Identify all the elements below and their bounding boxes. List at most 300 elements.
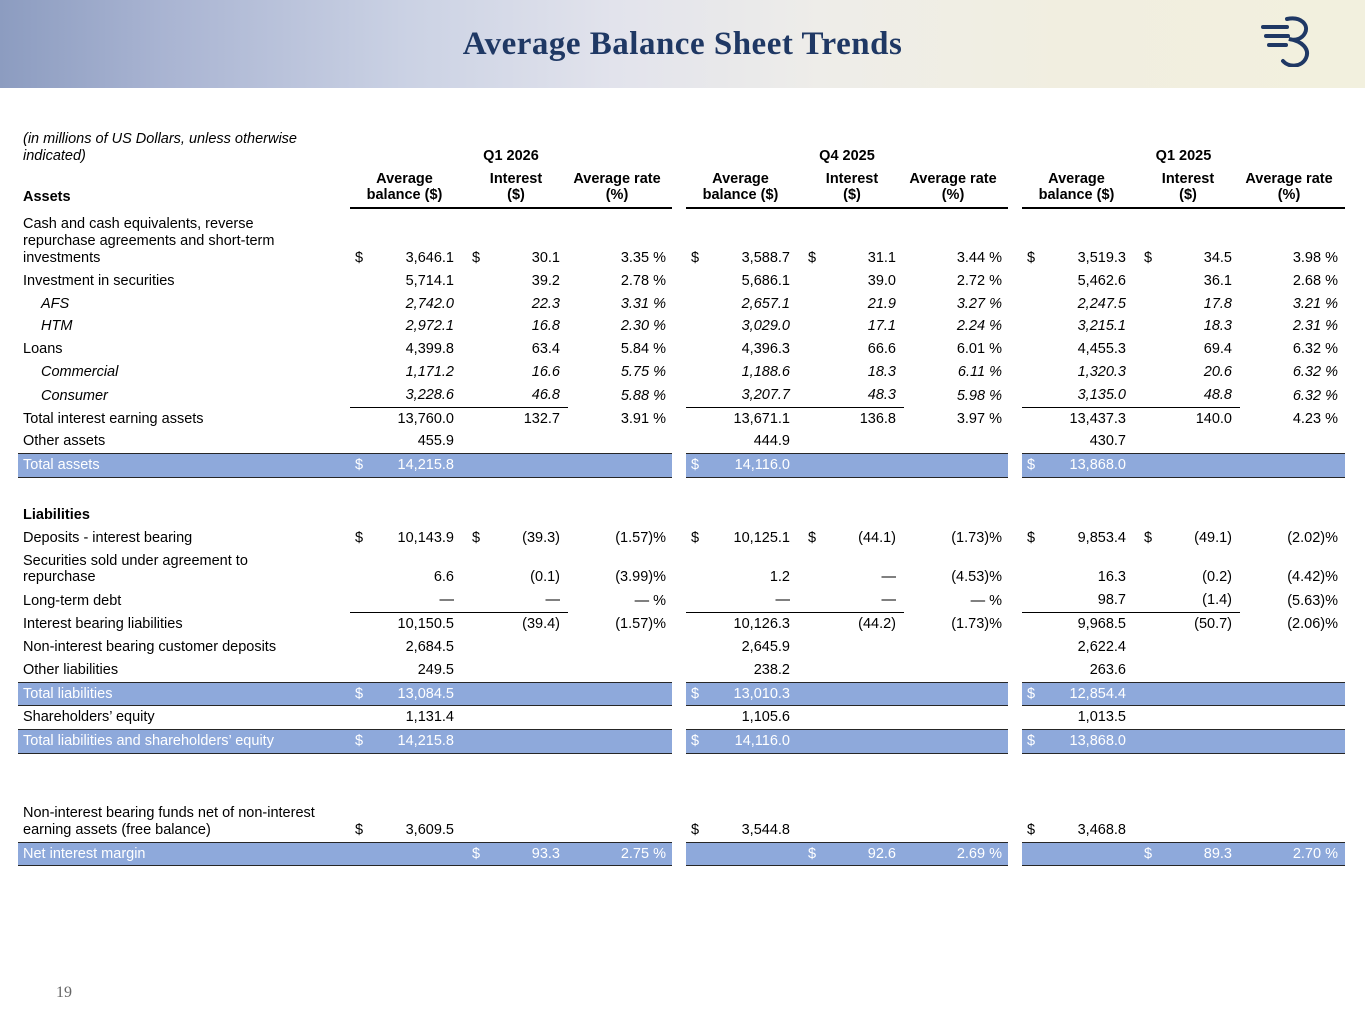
- value-cell: [1140, 589, 1240, 613]
- value-cell: [804, 613, 904, 636]
- value-cell: [1240, 636, 1344, 659]
- value-cell: [468, 454, 568, 477]
- cell-value: 4,455.3: [1077, 341, 1126, 358]
- col-header-balance: Average balance ($): [1038, 170, 1115, 204]
- value-cell: [468, 636, 568, 659]
- value-cell: [568, 293, 672, 316]
- value-cell: [904, 270, 1008, 293]
- value-cell: [904, 730, 1008, 753]
- cell-value: 63.4: [531, 341, 560, 358]
- value-cell: [1240, 659, 1344, 682]
- value-cell: [904, 566, 1008, 589]
- cell-value: 10,126.3: [733, 616, 790, 633]
- period-group-2: [1022, 293, 1345, 316]
- row-loans: [18, 338, 1345, 361]
- currency-symbol: $: [1027, 733, 1036, 750]
- value-cell: [468, 527, 568, 550]
- value-cell: [468, 293, 568, 316]
- cell-value: 6.01 %: [956, 341, 1002, 358]
- value-cell: [1022, 636, 1140, 659]
- value-cell: [1240, 819, 1344, 842]
- value-cell: [1240, 454, 1344, 477]
- value-cell: [904, 843, 1008, 866]
- cell-value: 3,519.3: [1077, 249, 1126, 266]
- value-cell: [1140, 566, 1240, 589]
- value-cell: [686, 270, 804, 293]
- value-cell: [686, 527, 804, 550]
- value-cell: [1022, 315, 1140, 338]
- currency-symbol: $: [691, 249, 700, 266]
- currency-symbol: $: [472, 845, 481, 862]
- row-cash-and-equivalents: [18, 213, 1345, 269]
- row-other-liabilities: [18, 659, 1345, 682]
- value-cell: [1140, 527, 1240, 550]
- value-cell: [1140, 730, 1240, 753]
- cell-value: 455.9: [417, 433, 454, 450]
- row-total-liabilities: [18, 682, 1345, 707]
- period-group-1: [686, 527, 1008, 550]
- period-group-0: [350, 247, 672, 270]
- row-label: Total liabilities: [18, 682, 350, 707]
- cell-value: 13,868.0: [1069, 457, 1126, 474]
- value-cell: [568, 384, 672, 408]
- value-cell: [468, 247, 568, 270]
- period-q1-2025: Q1 2025: [1155, 147, 1212, 164]
- cell-value: (44.2): [858, 616, 896, 633]
- value-cell: [1140, 819, 1240, 842]
- row-label: Total interest earning assets: [23, 410, 204, 427]
- value-cell: [350, 361, 468, 384]
- spacer: [18, 478, 1345, 504]
- value-cell: [1240, 247, 1344, 270]
- cell-value: 10,125.1: [733, 529, 790, 546]
- row-securities-sold-repurchase: [18, 550, 1345, 590]
- value-cell: [350, 408, 468, 431]
- value-cell: [1022, 730, 1140, 753]
- period-group-2: [1022, 338, 1345, 361]
- row-label: Shareholders’ equity: [23, 709, 155, 726]
- period-group-2: [1022, 682, 1345, 707]
- value-cell: [904, 247, 1008, 270]
- col-header-rate: Average rate (%): [1245, 170, 1333, 204]
- period-group-2: [1022, 613, 1345, 636]
- value-cell: [1240, 730, 1344, 753]
- cell-value: 2,972.1: [405, 318, 454, 335]
- value-cell: [1240, 408, 1344, 431]
- value-cell: [350, 454, 468, 477]
- period-group-2: [1022, 384, 1345, 408]
- value-cell: [904, 454, 1008, 477]
- period-group-2: [1022, 408, 1345, 431]
- cell-value: 2.69 %: [956, 845, 1002, 862]
- row-label: AFS: [41, 295, 70, 312]
- period-group-2: [1022, 589, 1345, 613]
- cell-value: 39.2: [531, 272, 560, 289]
- period-group-0: [350, 589, 672, 613]
- cell-value: 98.7: [1097, 592, 1126, 609]
- value-cell: [350, 247, 468, 270]
- row-shareholders-equity: [18, 706, 1345, 729]
- value-cell: [804, 247, 904, 270]
- value-cell: [1240, 315, 1344, 338]
- row-free-balance: [18, 802, 1345, 842]
- period-group-1: [686, 430, 1008, 453]
- value-cell: [686, 361, 804, 384]
- cell-value: 14,116.0: [734, 457, 790, 474]
- row-investment-in-securities: [18, 270, 1345, 293]
- value-cell: [904, 293, 1008, 316]
- cell-value: 93.3: [531, 845, 560, 862]
- cell-value: 132.7: [523, 410, 560, 427]
- period-group-0: [350, 819, 672, 842]
- value-cell: [686, 683, 804, 706]
- value-cell: [1140, 247, 1240, 270]
- cell-value: 18.3: [1203, 318, 1232, 335]
- value-cell: [350, 636, 468, 659]
- value-cell: [804, 408, 904, 431]
- cell-value: 3.27 %: [956, 295, 1002, 312]
- cell-value: 3.97 %: [956, 410, 1002, 427]
- period-q1-2026: Q1 2026: [483, 147, 539, 164]
- currency-symbol: $: [691, 457, 700, 474]
- value-cell: [350, 589, 468, 613]
- value-cell: [904, 613, 1008, 636]
- cell-value: 31.1: [867, 249, 896, 266]
- value-cell: [804, 636, 904, 659]
- value-cell: [1022, 408, 1140, 431]
- period-q4-2025: Q4 2025: [819, 147, 875, 164]
- period-group-2: [1022, 430, 1345, 453]
- cell-value: 1,188.6: [741, 363, 790, 380]
- value-cell: [1022, 293, 1140, 316]
- cell-value: (1.73)%: [951, 529, 1002, 546]
- cell-value: 3.98 %: [1292, 249, 1338, 266]
- cell-value: 2.24 %: [956, 318, 1002, 335]
- cell-value: 30.1: [531, 249, 560, 266]
- cell-value: 16.8: [531, 318, 560, 335]
- cell-value: 6.32 %: [1292, 363, 1338, 380]
- value-cell: [468, 270, 568, 293]
- value-cell: [350, 819, 468, 842]
- period-group-1: [686, 842, 1008, 867]
- value-cell: [468, 338, 568, 361]
- period-group-1: [686, 270, 1008, 293]
- slide-header-band: [0, 0, 1365, 88]
- value-cell: [804, 527, 904, 550]
- value-cell: [686, 338, 804, 361]
- value-cell: [1140, 843, 1240, 866]
- period-group-2: [1022, 566, 1345, 589]
- cell-value: 36.1: [1203, 272, 1232, 289]
- period-group-1: [686, 384, 1008, 408]
- cell-value: 4,399.8: [405, 341, 454, 358]
- value-cell: [1022, 361, 1140, 384]
- period-group-2: [1022, 315, 1345, 338]
- cell-value: 5.75 %: [620, 363, 666, 380]
- row-commercial: [18, 361, 1345, 384]
- row-net-interest-margin: [18, 842, 1345, 867]
- period-group-2: [1022, 453, 1345, 478]
- cell-value: (4.53)%: [951, 569, 1002, 586]
- period-group-1: [686, 659, 1008, 682]
- cell-value: 3,609.5: [405, 821, 454, 838]
- cell-value: 2.31 %: [1292, 318, 1338, 335]
- cell-value: 3,468.8: [1077, 821, 1126, 838]
- value-cell: [686, 315, 804, 338]
- currency-symbol: $: [808, 249, 817, 266]
- value-cell: [1140, 636, 1240, 659]
- cell-value: 13,084.5: [397, 685, 454, 702]
- period-group-2: [1022, 706, 1345, 729]
- value-cell: [904, 408, 1008, 431]
- period-group-0: [350, 729, 672, 754]
- value-cell: [1022, 454, 1140, 477]
- cell-value: 6.32 %: [1292, 387, 1338, 404]
- row-other-assets: [18, 430, 1345, 453]
- col-header-interest: Interest ($): [825, 170, 879, 204]
- currency-symbol: $: [1027, 685, 1036, 702]
- value-cell: [1022, 384, 1140, 408]
- period-group-2: [1022, 636, 1345, 659]
- cell-value: 140.0: [1195, 410, 1232, 427]
- assets-section-label: Assets: [23, 189, 71, 206]
- period-group-2: [1022, 527, 1345, 550]
- row-label: Deposits - interest bearing: [23, 529, 193, 546]
- cell-value: 6.6: [433, 569, 454, 586]
- row-long-term-debt: [18, 589, 1345, 613]
- row-label: Interest bearing liabilities: [23, 616, 183, 633]
- value-cell: [686, 636, 804, 659]
- cell-value: 2.75 %: [620, 845, 666, 862]
- cell-value: 14,116.0: [734, 733, 790, 750]
- value-cell: [1140, 706, 1240, 729]
- cell-value: 2,645.9: [741, 638, 790, 655]
- value-cell: [350, 384, 468, 408]
- value-cell: [1022, 247, 1140, 270]
- value-cell: [350, 315, 468, 338]
- value-cell: [1240, 430, 1344, 453]
- value-cell: [468, 819, 568, 842]
- period-group-0: [350, 566, 672, 589]
- value-cell: [1240, 361, 1344, 384]
- cell-value: 17.1: [867, 318, 896, 335]
- cell-value: 3,135.0: [1077, 386, 1126, 403]
- cell-value: (39.4): [522, 616, 560, 633]
- cell-value: (0.2): [1202, 569, 1232, 586]
- cell-value: —: [545, 592, 560, 609]
- value-cell: [1022, 683, 1140, 706]
- cell-value: 22.3: [531, 295, 560, 312]
- cell-value: 3,207.7: [741, 386, 790, 403]
- cell-value: 10,150.5: [397, 616, 454, 633]
- row-label: Loans: [23, 341, 63, 358]
- period-group-0: [350, 361, 672, 384]
- cell-value: 1,320.3: [1077, 363, 1126, 380]
- period-group-1: [686, 682, 1008, 707]
- row-label: Other liabilities: [23, 661, 119, 678]
- value-cell: [468, 315, 568, 338]
- value-cell: [904, 527, 1008, 550]
- row-total-liabilities-and-equity: [18, 729, 1345, 754]
- value-cell: [686, 408, 804, 431]
- row-afs: [18, 293, 1345, 316]
- row-label: Other assets: [23, 433, 106, 450]
- value-cell: [804, 659, 904, 682]
- cell-value: 13,437.3: [1069, 410, 1126, 427]
- value-cell: [904, 430, 1008, 453]
- value-cell: [468, 384, 568, 408]
- period-group-0: [350, 453, 672, 478]
- value-cell: [1022, 566, 1140, 589]
- row-label: Investment in securities: [23, 272, 175, 289]
- period-group-1: [686, 408, 1008, 431]
- value-cell: [1140, 338, 1240, 361]
- period-group-2: [1022, 819, 1345, 842]
- col-header-rate: Average rate (%): [573, 170, 661, 204]
- cell-value: (39.3): [522, 529, 560, 546]
- value-cell: [350, 659, 468, 682]
- value-cell: [804, 315, 904, 338]
- value-cell: [686, 430, 804, 453]
- row-label: Total liabilities and shareholders’ equity: [18, 729, 350, 754]
- cell-value: (2.02)%: [1287, 529, 1338, 546]
- currency-symbol: $: [1027, 821, 1036, 838]
- row-htm: [18, 315, 1345, 338]
- value-cell: [686, 706, 804, 729]
- cell-value: 2,657.1: [741, 295, 790, 312]
- currency-symbol: $: [808, 845, 817, 862]
- value-cell: [568, 338, 672, 361]
- value-cell: [1140, 430, 1240, 453]
- cell-value: 18.3: [867, 363, 896, 380]
- period-group-2: [1022, 361, 1345, 384]
- value-cell: [804, 589, 904, 613]
- cell-value: 14,215.8: [397, 733, 454, 750]
- cell-value: 1,171.2: [405, 363, 454, 380]
- cell-value: 2.68 %: [1292, 272, 1338, 289]
- value-cell: [350, 706, 468, 729]
- value-cell: [1140, 408, 1240, 431]
- value-cell: [804, 566, 904, 589]
- cell-value: —: [439, 592, 454, 609]
- cell-value: (44.1): [858, 529, 896, 546]
- cell-value: 6.32 %: [1292, 341, 1338, 358]
- row-label: Liabilities: [23, 507, 90, 523]
- value-cell: [468, 408, 568, 431]
- cell-value: 2.30 %: [620, 318, 666, 335]
- currency-symbol: $: [691, 821, 700, 838]
- cell-value: 48.3: [867, 386, 896, 403]
- value-cell: [350, 613, 468, 636]
- cell-value: — %: [634, 593, 666, 610]
- row-label: Securities sold under agreement to repurchase: [23, 552, 248, 586]
- value-cell: [568, 730, 672, 753]
- col-header-interest: Interest ($): [1161, 170, 1215, 204]
- cell-value: 3,215.1: [1077, 318, 1126, 335]
- value-cell: [1022, 819, 1140, 842]
- col-header-balance: Average balance ($): [366, 170, 443, 204]
- col-header-rate: Average rate (%): [909, 170, 997, 204]
- cell-value: 3,544.8: [741, 821, 790, 838]
- value-cell: [904, 706, 1008, 729]
- column-headers-q1-2026: [350, 168, 672, 210]
- cell-value: 3,029.0: [741, 318, 790, 335]
- cell-value: —: [881, 569, 896, 586]
- value-cell: [568, 408, 672, 431]
- cell-value: 2,247.5: [1077, 295, 1126, 312]
- cell-value: 39.0: [867, 272, 896, 289]
- cell-value: (3.99)%: [615, 569, 666, 586]
- row-total-assets: [18, 453, 1345, 478]
- cell-value: 5.84 %: [620, 341, 666, 358]
- period-group-0: [350, 430, 672, 453]
- value-cell: [686, 730, 804, 753]
- value-cell: [1240, 843, 1344, 866]
- row-deposits-interest-bearing: [18, 527, 1345, 550]
- currency-symbol: $: [808, 529, 817, 546]
- table-body: [18, 213, 1345, 866]
- value-cell: [568, 527, 672, 550]
- value-cell: [350, 843, 468, 866]
- period-group-1: [686, 315, 1008, 338]
- value-cell: [1140, 361, 1240, 384]
- cell-value: 2,622.4: [1077, 638, 1126, 655]
- cell-value: 69.4: [1203, 341, 1232, 358]
- cell-value: 46.8: [531, 386, 560, 403]
- value-cell: [1240, 338, 1344, 361]
- currency-symbol: $: [1144, 845, 1153, 862]
- value-cell: [568, 454, 672, 477]
- value-cell: [568, 247, 672, 270]
- value-cell: [686, 247, 804, 270]
- period-group-0: [350, 842, 672, 867]
- column-header-row: [18, 168, 1345, 210]
- value-cell: [804, 270, 904, 293]
- cell-value: 12,854.4: [1069, 685, 1126, 702]
- cell-value: 4,396.3: [741, 341, 790, 358]
- value-cell: [904, 338, 1008, 361]
- value-cell: [904, 636, 1008, 659]
- cell-value: 430.7: [1089, 433, 1126, 450]
- cell-value: (1.4): [1202, 592, 1232, 609]
- cell-value: 444.9: [753, 433, 790, 450]
- value-cell: [804, 384, 904, 408]
- period-group-1: [686, 706, 1008, 729]
- cell-value: 3.31 %: [620, 295, 666, 312]
- cell-value: 3.21 %: [1292, 295, 1338, 312]
- cell-value: 4.23 %: [1292, 410, 1338, 427]
- currency-symbol: $: [1027, 457, 1036, 474]
- cell-value: (4.42)%: [1287, 569, 1338, 586]
- value-cell: [686, 566, 804, 589]
- cell-value: — %: [970, 593, 1002, 610]
- row-label: Non-interest bearing customer deposits: [23, 638, 277, 655]
- period-header-row: [18, 128, 1345, 168]
- value-cell: [804, 454, 904, 477]
- value-cell: [686, 293, 804, 316]
- column-headers-q4-2025: [686, 168, 1008, 210]
- cell-value: 5,462.6: [1077, 272, 1126, 289]
- value-cell: [686, 454, 804, 477]
- value-cell: [568, 706, 672, 729]
- currency-symbol: $: [1027, 249, 1036, 266]
- value-cell: [1022, 270, 1140, 293]
- value-cell: [568, 636, 672, 659]
- cell-value: 16.6: [531, 363, 560, 380]
- value-cell: [1240, 706, 1344, 729]
- value-cell: [1140, 270, 1240, 293]
- value-cell: [568, 683, 672, 706]
